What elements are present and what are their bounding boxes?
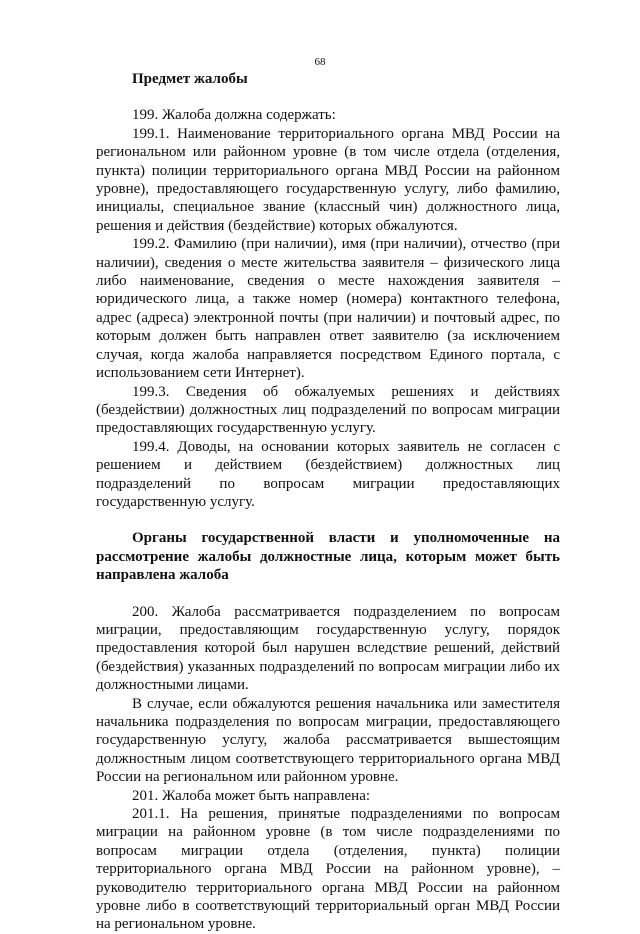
paragraph-200-cont: В случае, если обжалуются решения начальника или заместителя начальника подразделения по вопросам миграции, предоставляющего государственную услугу, жалоба рассматривается вышестоящим должностным лицом соответствующего территориального органа МВД России на региональном или районном уровне.	[96, 695, 560, 786]
paragraph-199-1: 199.1. Наименование территориального органа МВД России на региональном или районном уровне (в том числе отдела (отделения, пункта) полиции территориального органа МВД России на районном уровне), предоставляющего государственную услугу, либо фамилию, инициалы, специальное звание (классный чин) должностного лица, решения и действия (бездействие) которых обжалуются.	[96, 125, 560, 234]
page-number: 68	[314, 56, 326, 68]
section-heading-authorities: Органы государственной власти и уполномоченные на рассмотрение жалобы должностные лица, которым может быть направлена жалоба	[96, 530, 560, 584]
spacer	[96, 511, 560, 529]
paragraph-199-2: 199.2. Фамилию (при наличии), имя (при наличии), отчество (при наличии), сведения о месте жительства заявителя – физического лица либо наименование, сведения о месте нахождения заявителя – юридического лица, а также номер (номера) контактного телефона, адрес (адреса) электронной почты (при наличии) и почтовый адрес, по которым должен быть направлен ответ заявителю (за исключением случая, когда жалоба направляется посредством Единого портала, с использованием сети Интернет).	[96, 236, 560, 382]
spacer	[96, 585, 560, 603]
spacer	[96, 88, 560, 106]
paragraph-201-1: 201.1. На решения, принятые подразделениями по вопросам миграции на районном уровне (в том числе подразделениями по вопросам миграции отдела (отделения, пункта) полиции территориального органа МВД России на районном уровне), – руководителю территориального органа МВД России на районном уровне либо в соответствующий территориальный орган МВД России на региональном уровне.	[96, 806, 560, 933]
paragraph-200: 200. Жалоба рассматривается подразделением по вопросам миграции, предоставляющим государственную услугу, порядок предоставления которой был нарушен вследствие решений, действий (бездействия) указанных подразделений по вопросам миграции либо их должностными лицами.	[96, 603, 560, 694]
paragraph-199-3: 199.3. Сведения об обжалуемых решениях и действиях (бездействии) должностных лиц подразделений по вопросам миграции предоставляющих государственную услугу.	[96, 383, 560, 437]
paragraph-199-4: 199.4. Доводы, на основании которых заявитель не согласен с решением и действием (бездействием) должностных лиц подразделений по вопросам миграции предоставляющих государственную услугу.	[96, 438, 560, 510]
paragraph-201: 201. Жалоба может быть направлена:	[132, 787, 371, 804]
section-heading-subject: Предмет жалобы	[132, 71, 248, 87]
document-body	[96, 70, 560, 934]
paragraph-199: 199. Жалоба должна содержать:	[132, 107, 336, 124]
